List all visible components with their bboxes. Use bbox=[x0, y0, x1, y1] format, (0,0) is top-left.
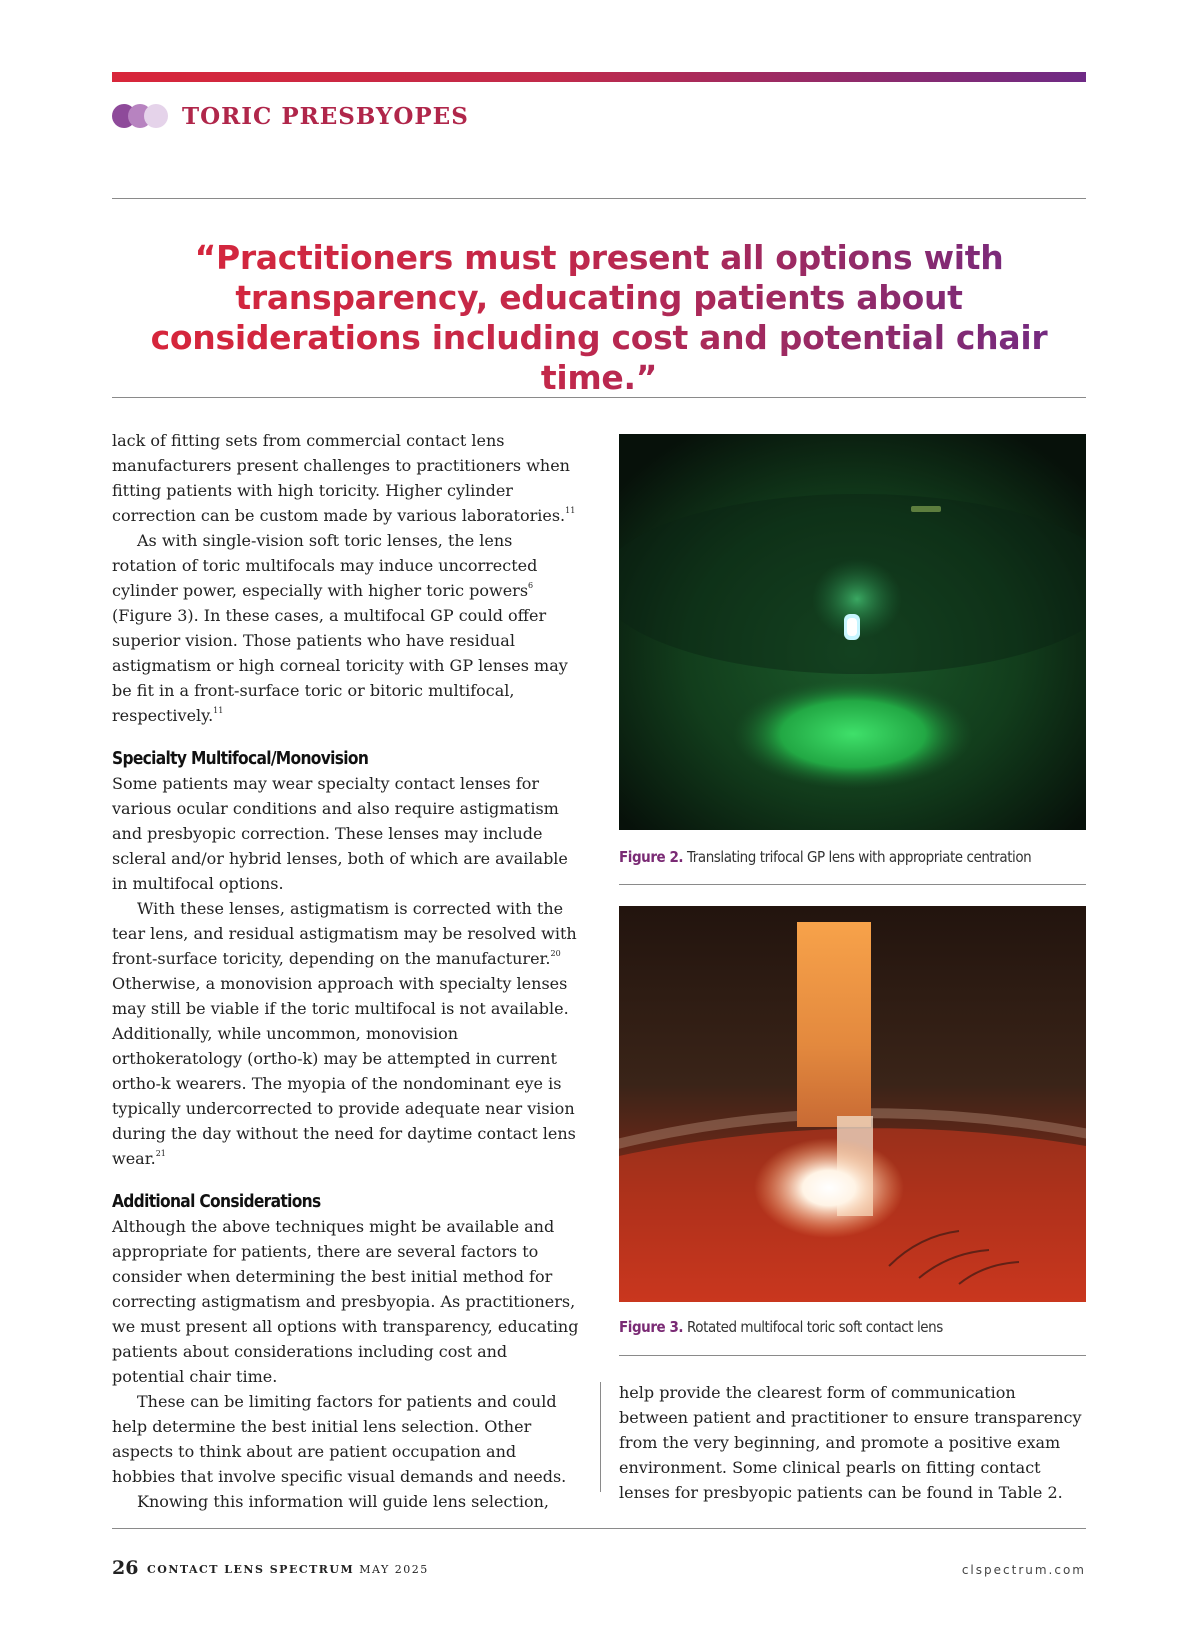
figure-3-caption: Figure 3. Rotated multifocal toric soft contact lens bbox=[619, 1318, 943, 1336]
body-paragraph: Knowing this information will guide lens selection, bbox=[137, 1492, 549, 1511]
column-divider bbox=[600, 1382, 601, 1492]
subheading-additional: Additional Considerations bbox=[112, 1191, 321, 1212]
left-column bbox=[112, 428, 580, 1514]
figure-3-image bbox=[619, 906, 1086, 1302]
reference-superscript: 6 bbox=[528, 580, 534, 590]
pull-quote: “Practitioners must present all options with transparency, educating patients about considerations including cost and potential chair time.” bbox=[112, 238, 1086, 398]
fluorescein-lens-photo bbox=[619, 434, 1086, 830]
figure-2-image bbox=[619, 434, 1086, 830]
reference-superscript: 11 bbox=[565, 505, 576, 515]
body-paragraph: With these lenses, astigmatism is corrected with the tear lens, and residual astigmatism may be resolved with front-surface toricity, depending on the manufacturer.$^{20}$ Otherwise, a monovision approach with specialty lenses may still be viable if the toric multifocal is not available. Additionally, while uncommon, monovision orthokeratology (ortho-k) may be attempted in current ortho-k wearers. The myopia of the nondominant eye is typically undercorrected to provide adequate near vision during the day without the need for daytime contact lens wear.$^{21}$ bbox=[112, 899, 577, 1168]
body-paragraph: These can be limiting factors for patients and could help determine the best initial lens selection. Other aspects to think about are patient occupation and hobbies that involve specific visual demands and needs. bbox=[112, 1392, 567, 1486]
divider-figure-2 bbox=[619, 884, 1086, 885]
section-title: TORIC PRESBYOPES bbox=[182, 102, 469, 130]
right-column bbox=[619, 1380, 1089, 1505]
divider-footer bbox=[112, 1528, 1086, 1529]
subheading-specialty: Specialty Multifocal/Monovision bbox=[112, 748, 369, 769]
body-paragraph: help provide the clearest form of communication between patient and practitioner to ensure transparency from the very beginning, and promote a positive exam environment. Some clinical pearls on fitting contact lenses for presbyopic patients can be found in Table 2. bbox=[619, 1383, 1082, 1502]
figure-2-caption: Figure 2. Translating trifocal GP lens with appropriate centration bbox=[619, 848, 1032, 866]
divider-quote-bottom bbox=[112, 397, 1086, 398]
magazine-title: CONTACT LENS SPECTRUM MAY 2025 bbox=[147, 1563, 429, 1576]
body-paragraph: As with single-vision soft toric lenses, the lens rotation of toric multifocals may induce uncorrected cylinder power, especially with higher toric powers$^6$ (Figure 3). In these cases, a multifocal GP could offer superior vision. Those patients who have residual astigmatism or high corneal toricity with GP lenses may be fit in a front-surface toric or bitoric multifocal, respectively.$^{11}$ bbox=[112, 531, 568, 725]
header-gradient-bar bbox=[112, 72, 1086, 82]
reference-superscript: 11 bbox=[213, 705, 224, 715]
website-url[interactable]: clspectrum.com bbox=[961, 1563, 1086, 1577]
section-dots-icon bbox=[112, 102, 174, 130]
body-paragraph: lack of fitting sets from commercial contact lens manufacturers present challenges to practitioners when fitting patients with high toricity. Higher cylinder correction can be custom made by various laboratories.$^{11}$ bbox=[112, 431, 576, 525]
reference-superscript: 20 bbox=[550, 948, 561, 958]
divider-figure-3 bbox=[619, 1355, 1086, 1356]
body-paragraph: Some patients may wear specialty contact lenses for various ocular conditions and also require astigmatism and presbyopic correction. These lenses may include scleral and/or hybrid lenses, both of which are available in multifocal options. bbox=[112, 774, 568, 893]
page-number: 26 bbox=[112, 1557, 139, 1579]
section-header bbox=[112, 100, 469, 132]
toric-lens-photo bbox=[619, 906, 1086, 1302]
reference-superscript: 21 bbox=[155, 1148, 166, 1158]
divider-top bbox=[112, 198, 1086, 199]
body-paragraph: Although the above techniques might be available and appropriate for patients, there are several factors to consider when determining the best initial method for correcting astigmatism and presbyopia. As practitioners, we must present all options with transparency, educating patients about considerations including cost and potential chair time. bbox=[112, 1217, 579, 1386]
